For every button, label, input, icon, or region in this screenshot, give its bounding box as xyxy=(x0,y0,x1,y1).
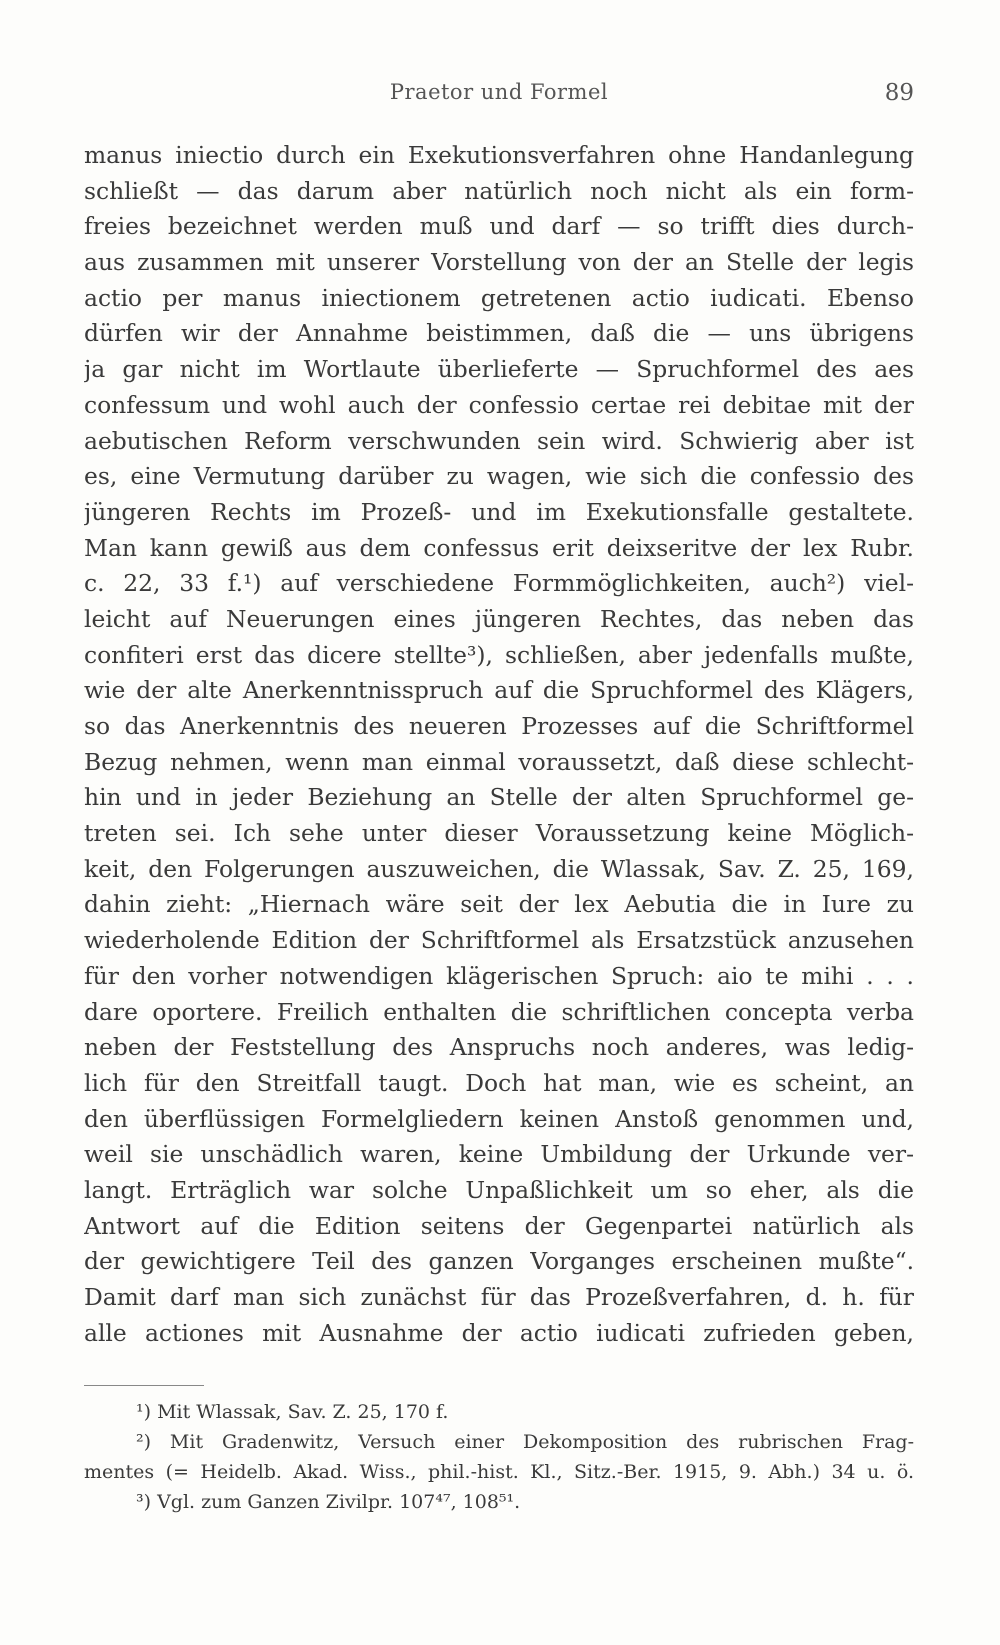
text-line: alle actiones mit Ausnahme der actio iudicati zufrieden geben, xyxy=(84,1318,914,1347)
text-line: manus iniectio durch ein Exekutionsverfahren ohne Handanlegung xyxy=(84,141,914,169)
text-line: keit, den Folgerungen auszuweichen, die Wlassak, Sav. Z. 25, 169, xyxy=(84,854,914,883)
text-line: Man kann gewiß aus dem confessus erit deixseritve der lex Rubr. xyxy=(84,533,914,562)
text-line: leicht auf Neuerungen eines jüngeren Rechtes, das neben das xyxy=(84,604,914,633)
text-line: langt. Erträglich war solche Unpaßlichkeit um so eher, als die xyxy=(84,1175,914,1204)
text-line: hin und in jeder Beziehung an Stelle der alten Spruchformel ge- xyxy=(84,783,914,812)
text-line: schließt — das darum aber natürlich noch nicht als ein form- xyxy=(84,176,914,205)
text-line: den überflüssigen Formelgliedern keinen Anstoß genommen und, xyxy=(84,1104,914,1133)
footnote-2: ²) Mit Gradenwitz, Versuch einer Dekomposition des rubrischen Frag- xyxy=(136,1431,914,1453)
text-line: es, eine Vermutung darüber zu wagen, wie sich die confessio des xyxy=(84,462,914,491)
text-line: freies bezeichnet werden muß und darf — so trifft dies durch- xyxy=(84,212,914,241)
text-line: Bezug nehmen, wenn man einmal voraussetzt, daß diese schlecht- xyxy=(84,747,914,776)
running-title: Praetor und Formel xyxy=(389,80,609,104)
text-line: lich für den Streitfall taugt. Doch hat man, wie es scheint, an xyxy=(84,1068,914,1097)
text-line: Antwort auf die Edition seitens der Gegenpartei natürlich als xyxy=(84,1211,914,1240)
text-line: weil sie unschädlich waren, keine Umbildung der Urkunde ver- xyxy=(84,1140,914,1169)
text-line: aebutischen Reform verschwunden sein wird. Schwierig aber ist xyxy=(84,426,914,455)
text-line: neben der Feststellung des Anspruchs noch anderes, was ledig- xyxy=(84,1033,914,1062)
text-line: aus zusammen mit unserer Vorstellung von der an Stelle der legis xyxy=(84,248,914,277)
text-line: so das Anerkenntnis des neueren Prozesses auf die Schriftformel xyxy=(84,712,914,740)
running-header xyxy=(84,80,914,110)
text-line: confessum und wohl auch der confessio certae rei debitae mit der xyxy=(84,390,914,419)
footnote-divider xyxy=(84,1385,204,1386)
footnote-2-continuation: mentes (= Heidelb. Akad. Wiss., phil.-hist. Kl., Sitz.-Ber. 1915, 9. Abh.) 34 u. ö. xyxy=(84,1461,914,1483)
text-line: ja gar nicht im Wortlaute überlieferte — Spruchformel des aes xyxy=(84,355,914,384)
text-line: c. 22, 33 f.¹) auf verschiedene Formmöglichkeiten, auch²) viel- xyxy=(84,569,914,598)
text-line: treten sei. Ich sehe unter dieser Voraussetzung keine Möglich- xyxy=(84,819,914,848)
body-text xyxy=(84,138,914,1351)
text-line: actio per manus iniectionem getretenen actio iudicati. Ebenso xyxy=(84,283,914,312)
text-line: der gewichtigere Teil des ganzen Vorganges erscheinen mußte“. xyxy=(84,1247,914,1276)
text-line: confiteri erst das dicere stellte³), schließen, aber jedenfalls mußte, xyxy=(84,640,914,669)
text-line: wiederholende Edition der Schriftformel als Ersatzstück anzusehen xyxy=(84,926,914,955)
text-line: dare oportere. Freilich enthalten die schriftlichen concepta verba xyxy=(84,997,914,1026)
text-line: für den vorher notwendigen klägerischen Spruch: aio te mihi . . . xyxy=(84,961,914,990)
footnote-3: ³) Vgl. zum Ganzen Zivilpr. 107⁴⁷, 108⁵¹. xyxy=(136,1491,521,1513)
text-line: wie der alte Anerkenntnisspruch auf die Spruchformel des Klägers, xyxy=(84,676,914,705)
text-line: dahin zieht: „Hiernach wäre seit der lex Aebutia die in Iure zu xyxy=(84,890,914,919)
page-number: 89 xyxy=(884,80,914,106)
text-line: jüngeren Rechts im Prozeß- und im Exekutionsfalle gestaltete. xyxy=(84,497,914,526)
text-line: dürfen wir der Annahme beistimmen, daß die — uns übrigens xyxy=(84,319,914,348)
footnote-1: ¹) Mit Wlassak, Sav. Z. 25, 170 f. xyxy=(136,1401,449,1423)
footnotes xyxy=(84,1397,914,1517)
text-line: Damit darf man sich zunächst für das Prozeßverfahren, d. h. für xyxy=(84,1283,914,1311)
